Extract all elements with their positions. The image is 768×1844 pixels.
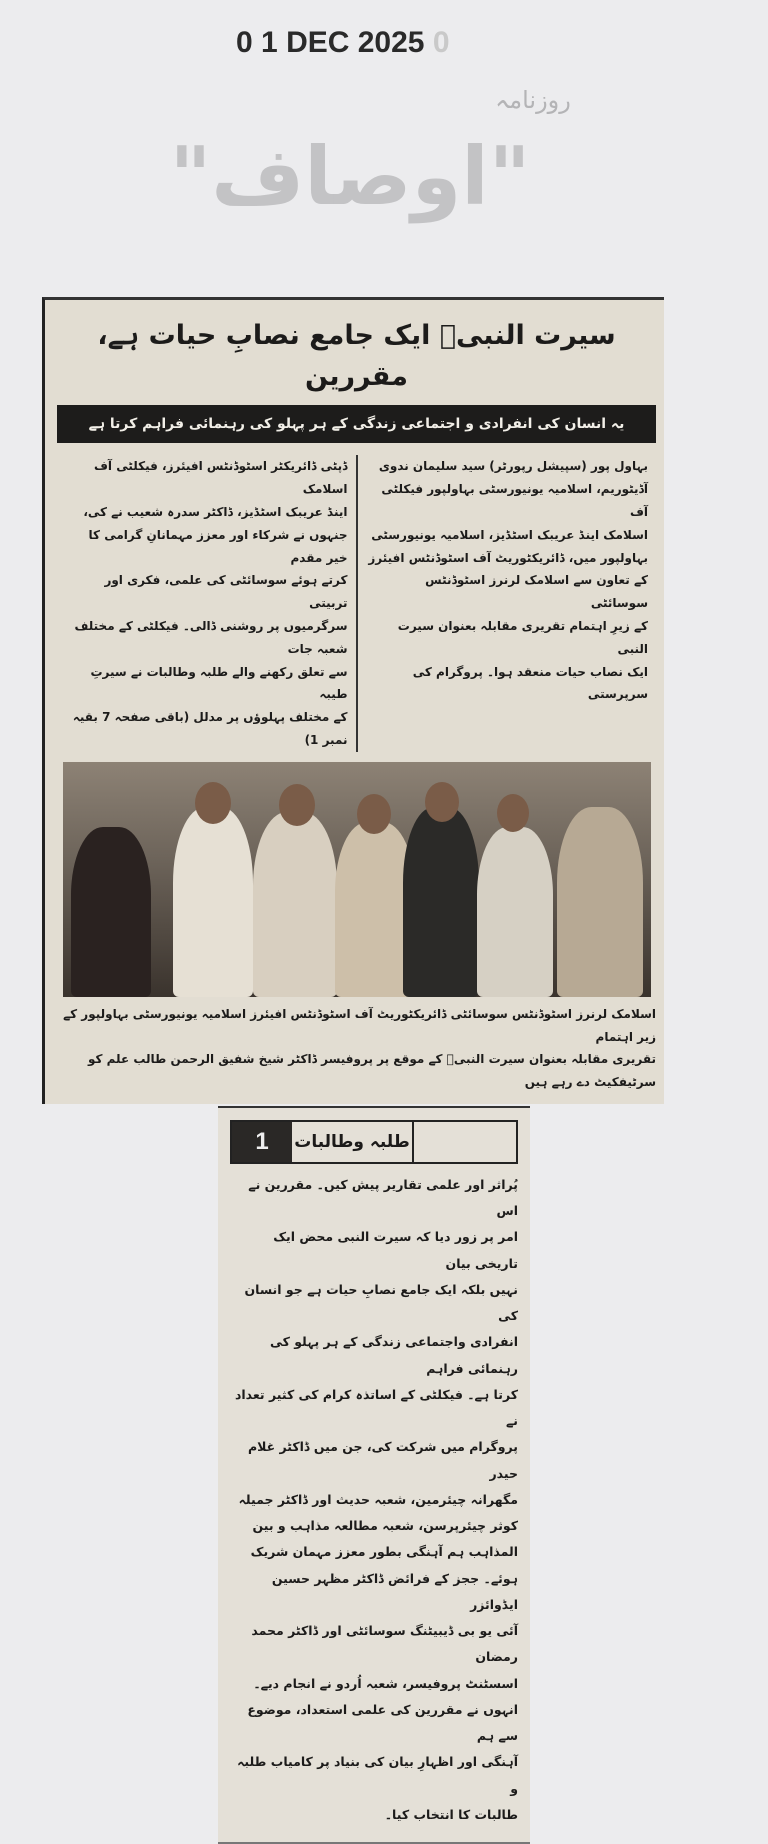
person-figure <box>557 807 643 997</box>
text-line: المذاہب ہم آہنگی بطور معزز مہمان شریک <box>250 1544 518 1560</box>
news-photo <box>63 762 651 997</box>
person-head <box>497 794 529 832</box>
article-column-left <box>57 455 356 751</box>
text-line: سے تعلق رکھنے والے طلبہ وطالبات نے سیرتِ طیبہ <box>90 664 348 702</box>
text-line: انفرادی واجتماعی زندگی کے ہر پہلو کی رہنمائی فراہم <box>269 1334 518 1376</box>
article-columns <box>57 455 656 751</box>
text-line: ہوئے۔ ججز کے فرائض ڈاکٹر مظہر حسین ایڈوائزر <box>271 1570 518 1612</box>
stamp-month: DEC <box>286 26 350 59</box>
article-column-right <box>356 455 657 751</box>
text-line: جنہوں نے شرکاء اور معزز مہمانانِ گرامی کا خیر مقدم <box>88 527 348 565</box>
continuation-clipping <box>218 1106 530 1844</box>
text-line: کے زیرِ اہتمام تقریری مقابلہ بعنوان سیرت النبی <box>397 618 648 656</box>
text-line: کرتے ہوئے سوسائٹی کی علمی، فکری اور تربیتی <box>104 573 348 611</box>
continuation-number: 1 <box>232 1122 292 1162</box>
continuation-header <box>230 1120 518 1164</box>
person-figure <box>403 807 479 997</box>
text-line: نہیں بلکہ ایک جامع نصابِ حیات ہے جو انسان کی <box>244 1281 518 1324</box>
text-line: کوثر چیئرپرسن، شعبہ مطالعہ مذاہب و بین <box>252 1518 518 1534</box>
masthead-logo: "اوصاف" <box>169 130 531 223</box>
text-line: آڈیٹوریم، اسلامیہ یونیورسٹی بہاولپور فیکلٹی آف <box>381 482 648 519</box>
text-line: مگھرانہ چیئرمین، شعبہ حدیث اور ڈاکٹر جمیلہ <box>238 1491 518 1507</box>
stamp-day: 0 1 <box>236 26 278 59</box>
text-line: امر پر زور دیا کہ سیرت النبی محض ایک تاریخی بیان <box>273 1229 518 1271</box>
text-line: کے مختلف پہلوؤں پر مدلل (باقی صفحہ 7 بقیہ نمبر 1) <box>72 710 348 747</box>
person-figure <box>173 807 253 997</box>
date-stamp <box>236 26 450 60</box>
text-line: بہاول پور (سپیشل رپورٹر) سید سلیمان ندوی <box>378 459 648 474</box>
text-line: آہنگی اور اظہارِ بیان کی بنیاد پر کامیاب طلبہ و <box>237 1754 518 1796</box>
text-line: سرگرمیوں پر روشنی ڈالی۔ فیکلٹی کے مختلف شعبہ جات <box>74 618 348 656</box>
text-line: اسلامک اینڈ عریبک اسٹڈیز، اسلامیہ یونیورسٹی <box>371 527 648 542</box>
person-figure <box>477 827 553 997</box>
person-figure <box>71 827 151 997</box>
text-line: کے تعاون سے اسلامک لرنرز اسٹوڈنٹس سوسائٹی <box>425 573 648 611</box>
text-line: طالبات کا انتخاب کیا۔ <box>384 1806 518 1822</box>
text-line: کرتا ہے۔ فیکلٹی کے اساتذہ کرام کی کثیر تعداد نے <box>234 1386 518 1429</box>
person-head <box>195 782 231 824</box>
text-line: اسسٹنٹ پروفیسر، شعبہ اُردو نے انجام دیے۔ <box>253 1675 518 1691</box>
caption-line: اسلامک لرنرز اسٹوڈنٹس سوسائٹی ڈائریکٹوریٹ آف اسٹوڈنٹس افیئرز اسلامیہ یونیورسٹی بہاولپور کے زیر اہتمام <box>63 1006 656 1044</box>
text-line: ڈپٹی ڈائریکٹر اسٹوڈنٹس افیئرز، فیکلٹی آف اسلامک <box>93 459 348 497</box>
masthead-label: روزنامہ <box>495 86 571 114</box>
news-clipping <box>42 297 664 1104</box>
text-line: آئی یو بی ڈیبیٹنگ سوسائٹی اور ڈاکٹر محمد رمضان <box>251 1623 518 1665</box>
stamp-trailing: 0 <box>432 26 450 59</box>
subheadline-band: یہ انسان کی انفرادی و اجتماعی زندگی کے ہر پہلو کی رہنمائی فراہم کرتا ہے <box>57 405 656 443</box>
text-line: ایک نصاب حیات منعقد ہوا۔ پروگرام کی سرپرستی <box>412 664 648 702</box>
masthead-area <box>0 0 768 297</box>
continuation-title: طلبہ وطالبات <box>292 1122 414 1162</box>
text-line: بہاولپور میں، ڈائریکٹوریٹ آف اسٹوڈنٹس افیئرز <box>368 550 648 565</box>
text-line: انہوں نے مقررین کی علمی استعداد، موضوع سے ہم <box>247 1701 518 1744</box>
text-line: پروگرام میں شرکت کی، جن میں ڈاکٹر غلام حیدر <box>247 1439 518 1481</box>
person-head <box>357 794 391 834</box>
caption-line: تقریری مقابلہ بعنوان سیرت النبیؐ کے موقع پر پروفیسر ڈاکٹر شیخ شفیق الرحمن طالب علم کو سرٹیفکیٹ دے رہے ہیں <box>87 1052 656 1090</box>
person-head <box>279 784 315 826</box>
person-head <box>425 782 459 822</box>
photo-caption <box>57 1003 656 1094</box>
continuation-blank <box>414 1122 516 1162</box>
continuation-body <box>230 1172 518 1828</box>
text-line: پُراثر اور علمی تقاریر پیش کیں۔ مقررین نے اس <box>248 1176 518 1219</box>
person-figure <box>253 812 337 997</box>
text-line: اینڈ عریبک اسٹڈیز، ڈاکٹر سدرہ شعیب نے کی، <box>83 504 348 519</box>
stamp-year: 2025 <box>357 26 425 59</box>
headline: سیرت النبیؐ ایک جامع نصابِ حیات ہے، مقررین <box>97 320 616 392</box>
